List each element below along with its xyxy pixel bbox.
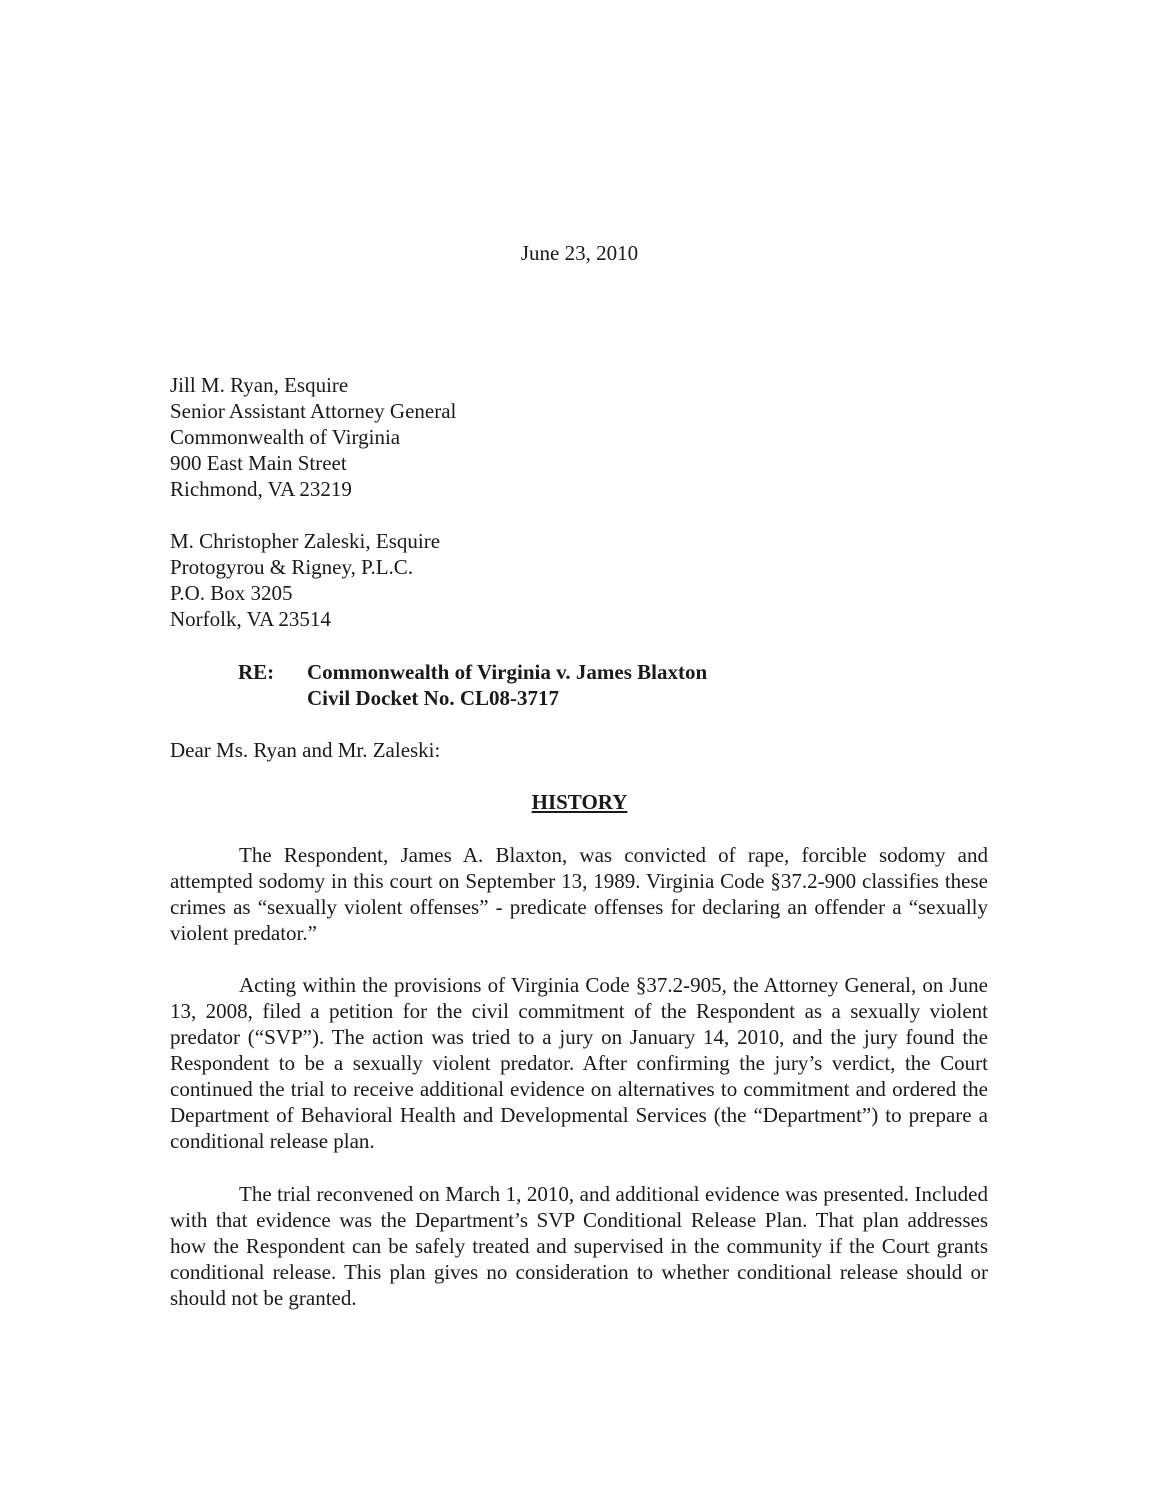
- recipient-1-title: Senior Assistant Attorney General: [170, 399, 457, 423]
- recipient-2-firm: Protogyrou & Rigney, P.L.C.: [170, 555, 414, 579]
- recipient-2-city: Norfolk, VA 23514: [170, 607, 331, 631]
- re-case-name: Commonwealth of Virginia v. James Blaxton: [307, 660, 708, 684]
- re-label: RE:: [238, 660, 275, 684]
- re-docket-number: Civil Docket No. CL08-3717: [307, 686, 559, 710]
- recipient-1-name: Jill M. Ryan, Esquire: [170, 373, 349, 397]
- section-heading: HISTORY: [531, 790, 628, 814]
- recipient-2-name: M. Christopher Zaleski, Esquire: [170, 529, 441, 553]
- body-paragraph-2: Acting within the provisions of Virginia Code §37.2-905, the Attorney General, on June 13, 2008, filed a petition for the civil commitment of the Respondent as a sexually violent predator (“SVP”). The action was tried to a jury on January 14, 2010, and the jury found the Respondent to be a sexually violent predator. After confirming the jury’s verdict, the Court continued the trial to receive additional evidence on alternatives to commitment and ordered the Department of Behavioral Health and Developmental Services (the “Department”) to prepare a conditional release plan.: [170, 973, 988, 1153]
- recipient-1-city: Richmond, VA 23219: [170, 477, 352, 501]
- recipient-address-1: [170, 372, 970, 502]
- body-paragraph-3: The trial reconvened on March 1, 2010, and additional evidence was presented. Included with that evidence was the Department’s SVP Conditional Release Plan. That plan addresses how the Respondent can be safely treated and supervised in the community if the Court grants conditional release. This plan gives no consideration to whether conditional release should or should not be granted.: [170, 1182, 988, 1310]
- body-paragraph-1: The Respondent, James A. Blaxton, was convicted of rape, forcible sodomy and attempted sodomy in this court on September 13, 1989. Virginia Code §37.2-900 classifies these crimes as “sexually violent offenses” - predicate offenses for declaring an offender a “sexually violent predator.”: [170, 843, 988, 945]
- salutation: Dear Ms. Ryan and Mr. Zaleski:: [170, 738, 441, 762]
- recipient-1-street: 900 East Main Street: [170, 451, 347, 475]
- recipient-2-po-box: P.O. Box 3205: [170, 581, 293, 605]
- recipient-address-2: [170, 528, 970, 632]
- recipient-1-organization: Commonwealth of Virginia: [170, 425, 401, 449]
- letter-date: June 23, 2010: [520, 241, 639, 265]
- re-block: [238, 659, 938, 711]
